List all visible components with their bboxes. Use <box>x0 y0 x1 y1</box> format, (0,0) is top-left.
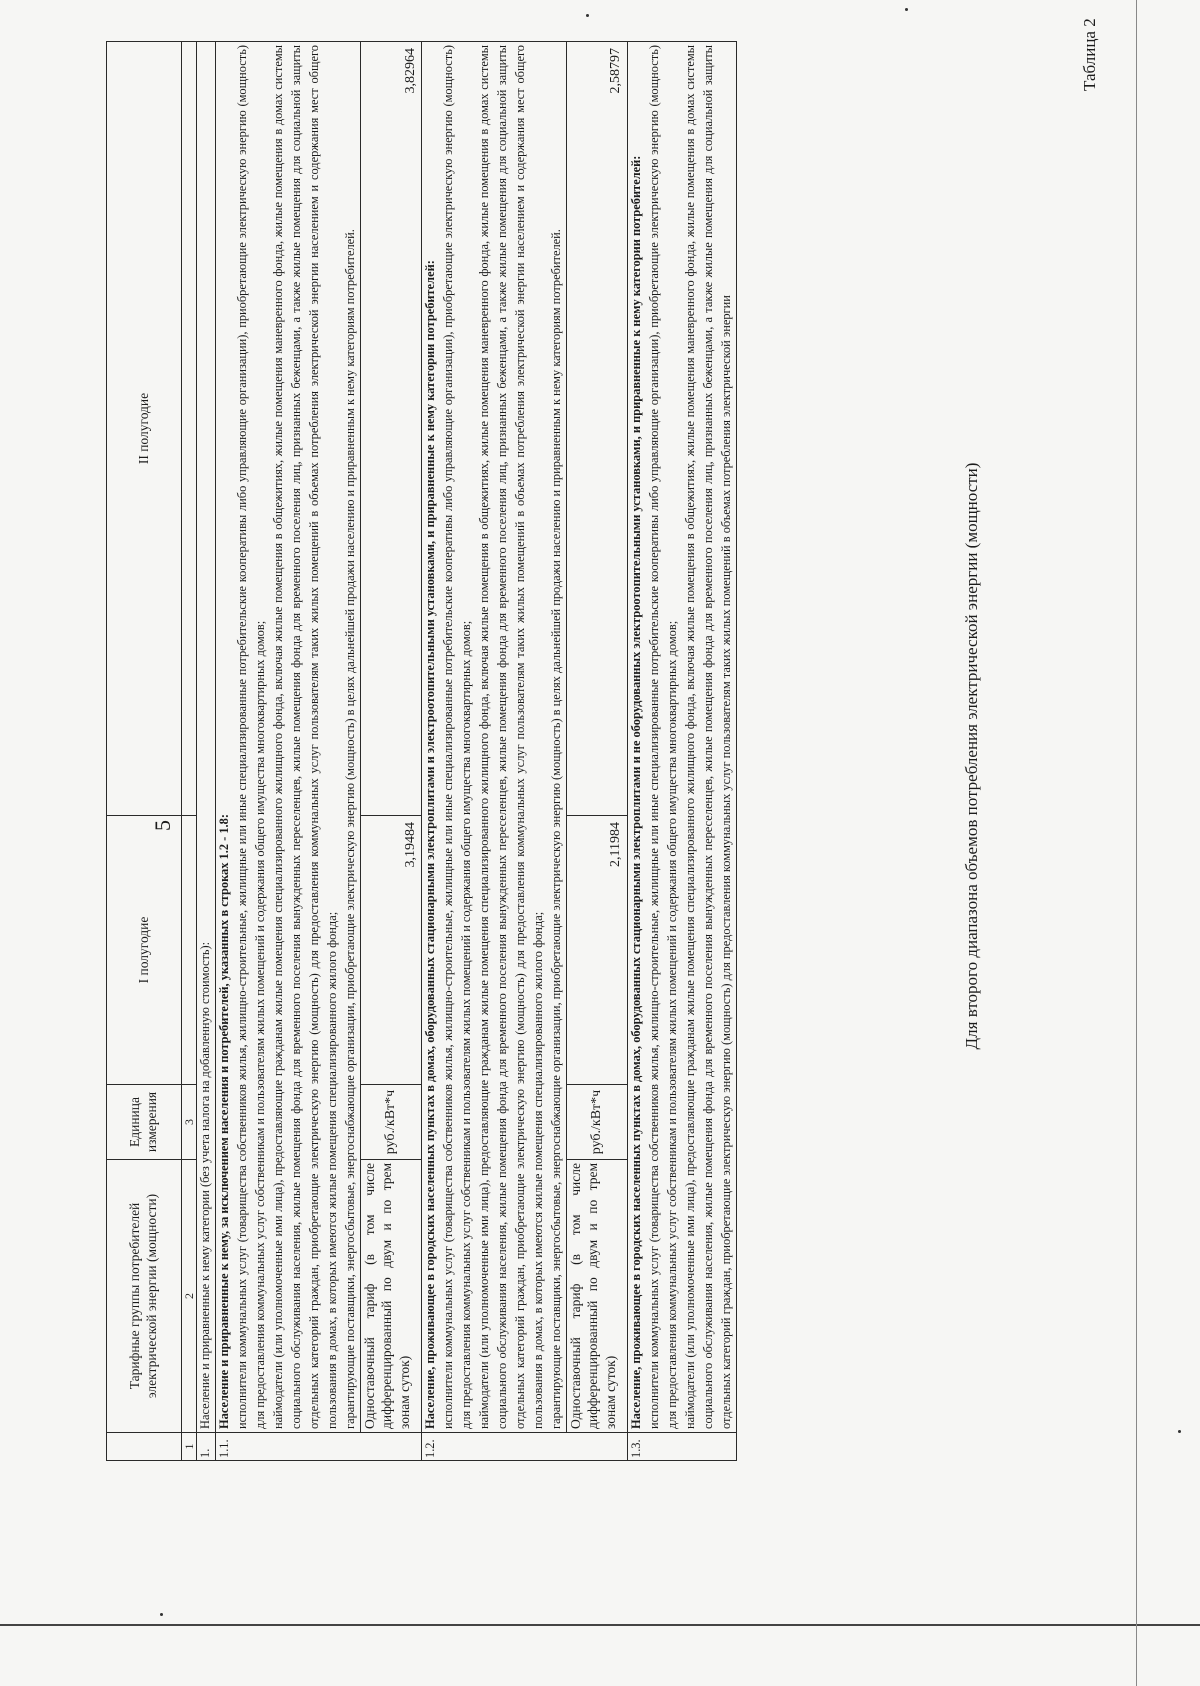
table-label: Таблица 2 <box>1080 18 1099 91</box>
colnum-3: 3 <box>182 1085 197 1160</box>
row-description <box>627 42 736 1433</box>
table-row <box>215 42 360 1461</box>
scan-speck <box>1178 1430 1181 1433</box>
column-number-row <box>182 42 197 1461</box>
table-row <box>566 42 627 1461</box>
unit-value: руб./кВт*ч <box>566 1085 627 1160</box>
colnum-4 <box>182 816 197 1085</box>
scan-speck <box>905 8 908 11</box>
header-num-cell <box>107 1433 182 1461</box>
table-row <box>360 42 421 1461</box>
scan-speck <box>586 14 589 17</box>
row-num: 1. <box>197 1433 216 1461</box>
scan-edge-line <box>1136 0 1137 1686</box>
colnum-1: 1 <box>182 1433 197 1461</box>
h2-value: 2,58797 <box>566 42 627 816</box>
colnum-5 <box>182 42 197 816</box>
row-title: Население, проживающее в городских населенных пунктах в домах, оборудованных стационарными электроплитами и не оборудованных электроотопительными установками, и приравненные к нему категории потребителей: <box>628 155 643 1429</box>
row-text: Население и приравненные к нему категории (без учета налога на добавленную стоимость): <box>197 42 216 1433</box>
tariff-label: Одноставочный тариф (в том числе дифференцированный по двум и по трем зонам суток) <box>566 1160 627 1433</box>
h2-value: 3,82964 <box>360 42 421 816</box>
tariff-label: Одноставочный тариф (в том числе дифференцированный по двум и по трем зонам суток) <box>360 1160 421 1433</box>
header-h1: I полугодие <box>107 816 182 1085</box>
table-row <box>421 42 566 1461</box>
table-row <box>627 42 736 1461</box>
row-title: Население и приравненные к нему, за исключением населения и потребителей, указанных в строках 1.2 - 1.8: <box>216 814 231 1429</box>
table-heading: Для второго диапазона объемов потребления электрической энергии (мощности) <box>962 462 981 1050</box>
row-title: Население, проживающее в городских населенных пунктах в домах, оборудованных стационарными электроплитами и электроотопительными установками, и приравненные к нему категории потребителей: <box>422 260 437 1429</box>
page-number: 5 <box>150 820 175 831</box>
row-num: 1.3. <box>627 1433 736 1461</box>
unit-value: руб./кВт*ч <box>360 1085 421 1160</box>
row-num: 1.2. <box>421 1433 627 1461</box>
row-body: исполнители коммунальных услуг (товарищества собственников жилья, жилищно-строительные, жилищные или иные специализированные потребительские кооперативы либо управляющие организации), приобретающие электрическую энергию (мощность) для предоставления коммунальных услуг собственникам и пользователям жилых помещений и содержания общего имущества многоквартирных домов; наймодатели (или уполномоченные ими лица), предоставляющие гражданам жилые помещения специализированного жилищного фонда, включая жилые помещения в общежитиях, жилые помещения маневренного фонда, жилые помещения в домах системы социального обслуживания населения, жилые помещения фонда для временного поселения вынужденных переселенцев, жилые помещения фонда для временного поселения лиц, признанных беженцами, а также жилые помещения для социальной защиты отдельных категорий граждан, приобретающие электрическую энергию (мощность) для предоставления коммунальных услуг пользователям таких жилых помещений в объемах потребления электрической энергии <box>646 45 733 1429</box>
scan-edge-line <box>0 1624 1200 1626</box>
row-description <box>421 42 566 1433</box>
tariff-table <box>106 41 737 1461</box>
row-description <box>215 42 360 1433</box>
header-unit: Единица измерения <box>107 1085 182 1160</box>
row-body: исполнители коммунальных услуг (товарищества собственников жилья, жилищно-строительные, жилищные или иные специализированные потребительские кооперативы либо управляющие организации), приобретающие электрическую энергию (мощность) для предоставления коммунальных услуг собственникам и пользователям жилых помещений и содержания общего имущества многоквартирных домов; наймодатели (или уполномоченные ими лица), предоставляющие гражданам жилые помещения специализированного жилищного фонда, включая жилые помещения в общежитиях, жилые помещения маневренного фонда, жилые помещения в домах системы социального обслуживания населения, жилые помещения фонда для временного поселения вынужденных переселенцев, жилые помещения фонда для временного поселения лиц, признанных беженцами, а также жилые помещения для социальной защиты отдельных категорий граждан, приобретающие электрическую энергию (мощность) для предоставления коммунальных услуг пользователям таких жилых помещений в объемах потребления электрической энергии населением и содержания мест общего пользования в домах, в которых имеются жилые помещения специализированного жилого фонда; гарантирующие поставщики, энергосбытовые, энергоснабжающие организации, приобретающие электрическую энергию (мощность) в целях дальнейшей продажи населению и приравненным к нему категориям потребителей. <box>234 45 357 1429</box>
header-group: Тарифные группы потребителей электрической энергии (мощности) <box>107 1160 182 1433</box>
table-row <box>197 42 216 1461</box>
h1-value: 2,11984 <box>566 816 627 1085</box>
row-num: 1.1. <box>215 1433 421 1461</box>
scan-speck <box>160 1613 163 1616</box>
header-row <box>107 42 182 1461</box>
row-body: исполнители коммунальных услуг (товарищества собственников жилья, жилищно-строительные, жилищные или иные специализированные потребительские кооперативы либо управляющие организации), приобретающие электрическую энергию (мощность) для предоставления коммунальных услуг собственникам и пользователям жилых помещений и содержания общего имущества многоквартирных домов; наймодатели (или уполномоченные ими лица), предоставляющие гражданам жилые помещения специализированного жилищного фонда, включая жилые помещения в общежитиях, жилые помещения маневренного фонда, жилые помещения в домах системы социального обслуживания населения, жилые помещения фонда для временного поселения вынужденных переселенцев, жилые помещения фонда для временного поселения лиц, признанных беженцами, а также жилые помещения для социальной защиты отдельных категорий граждан, приобретающие электрическую энергию (мощность) для предоставления коммунальных услуг пользователям таких жилых помещений в объемах потребления электрической энергии населением и содержания мест общего пользования в домах, в которых имеются жилые помещения специализированного жилого фонда; гарантирующие поставщики, энергосбытовые, энергоснабжающие организации, приобретающие электрическую энергию (мощность) в целях дальнейшей продажи населению и приравненным к нему категориям потребителей. <box>440 45 563 1429</box>
colnum-2: 2 <box>182 1160 197 1433</box>
header-h2: II полугодие <box>107 42 182 816</box>
h1-value: 3,19484 <box>360 816 421 1085</box>
